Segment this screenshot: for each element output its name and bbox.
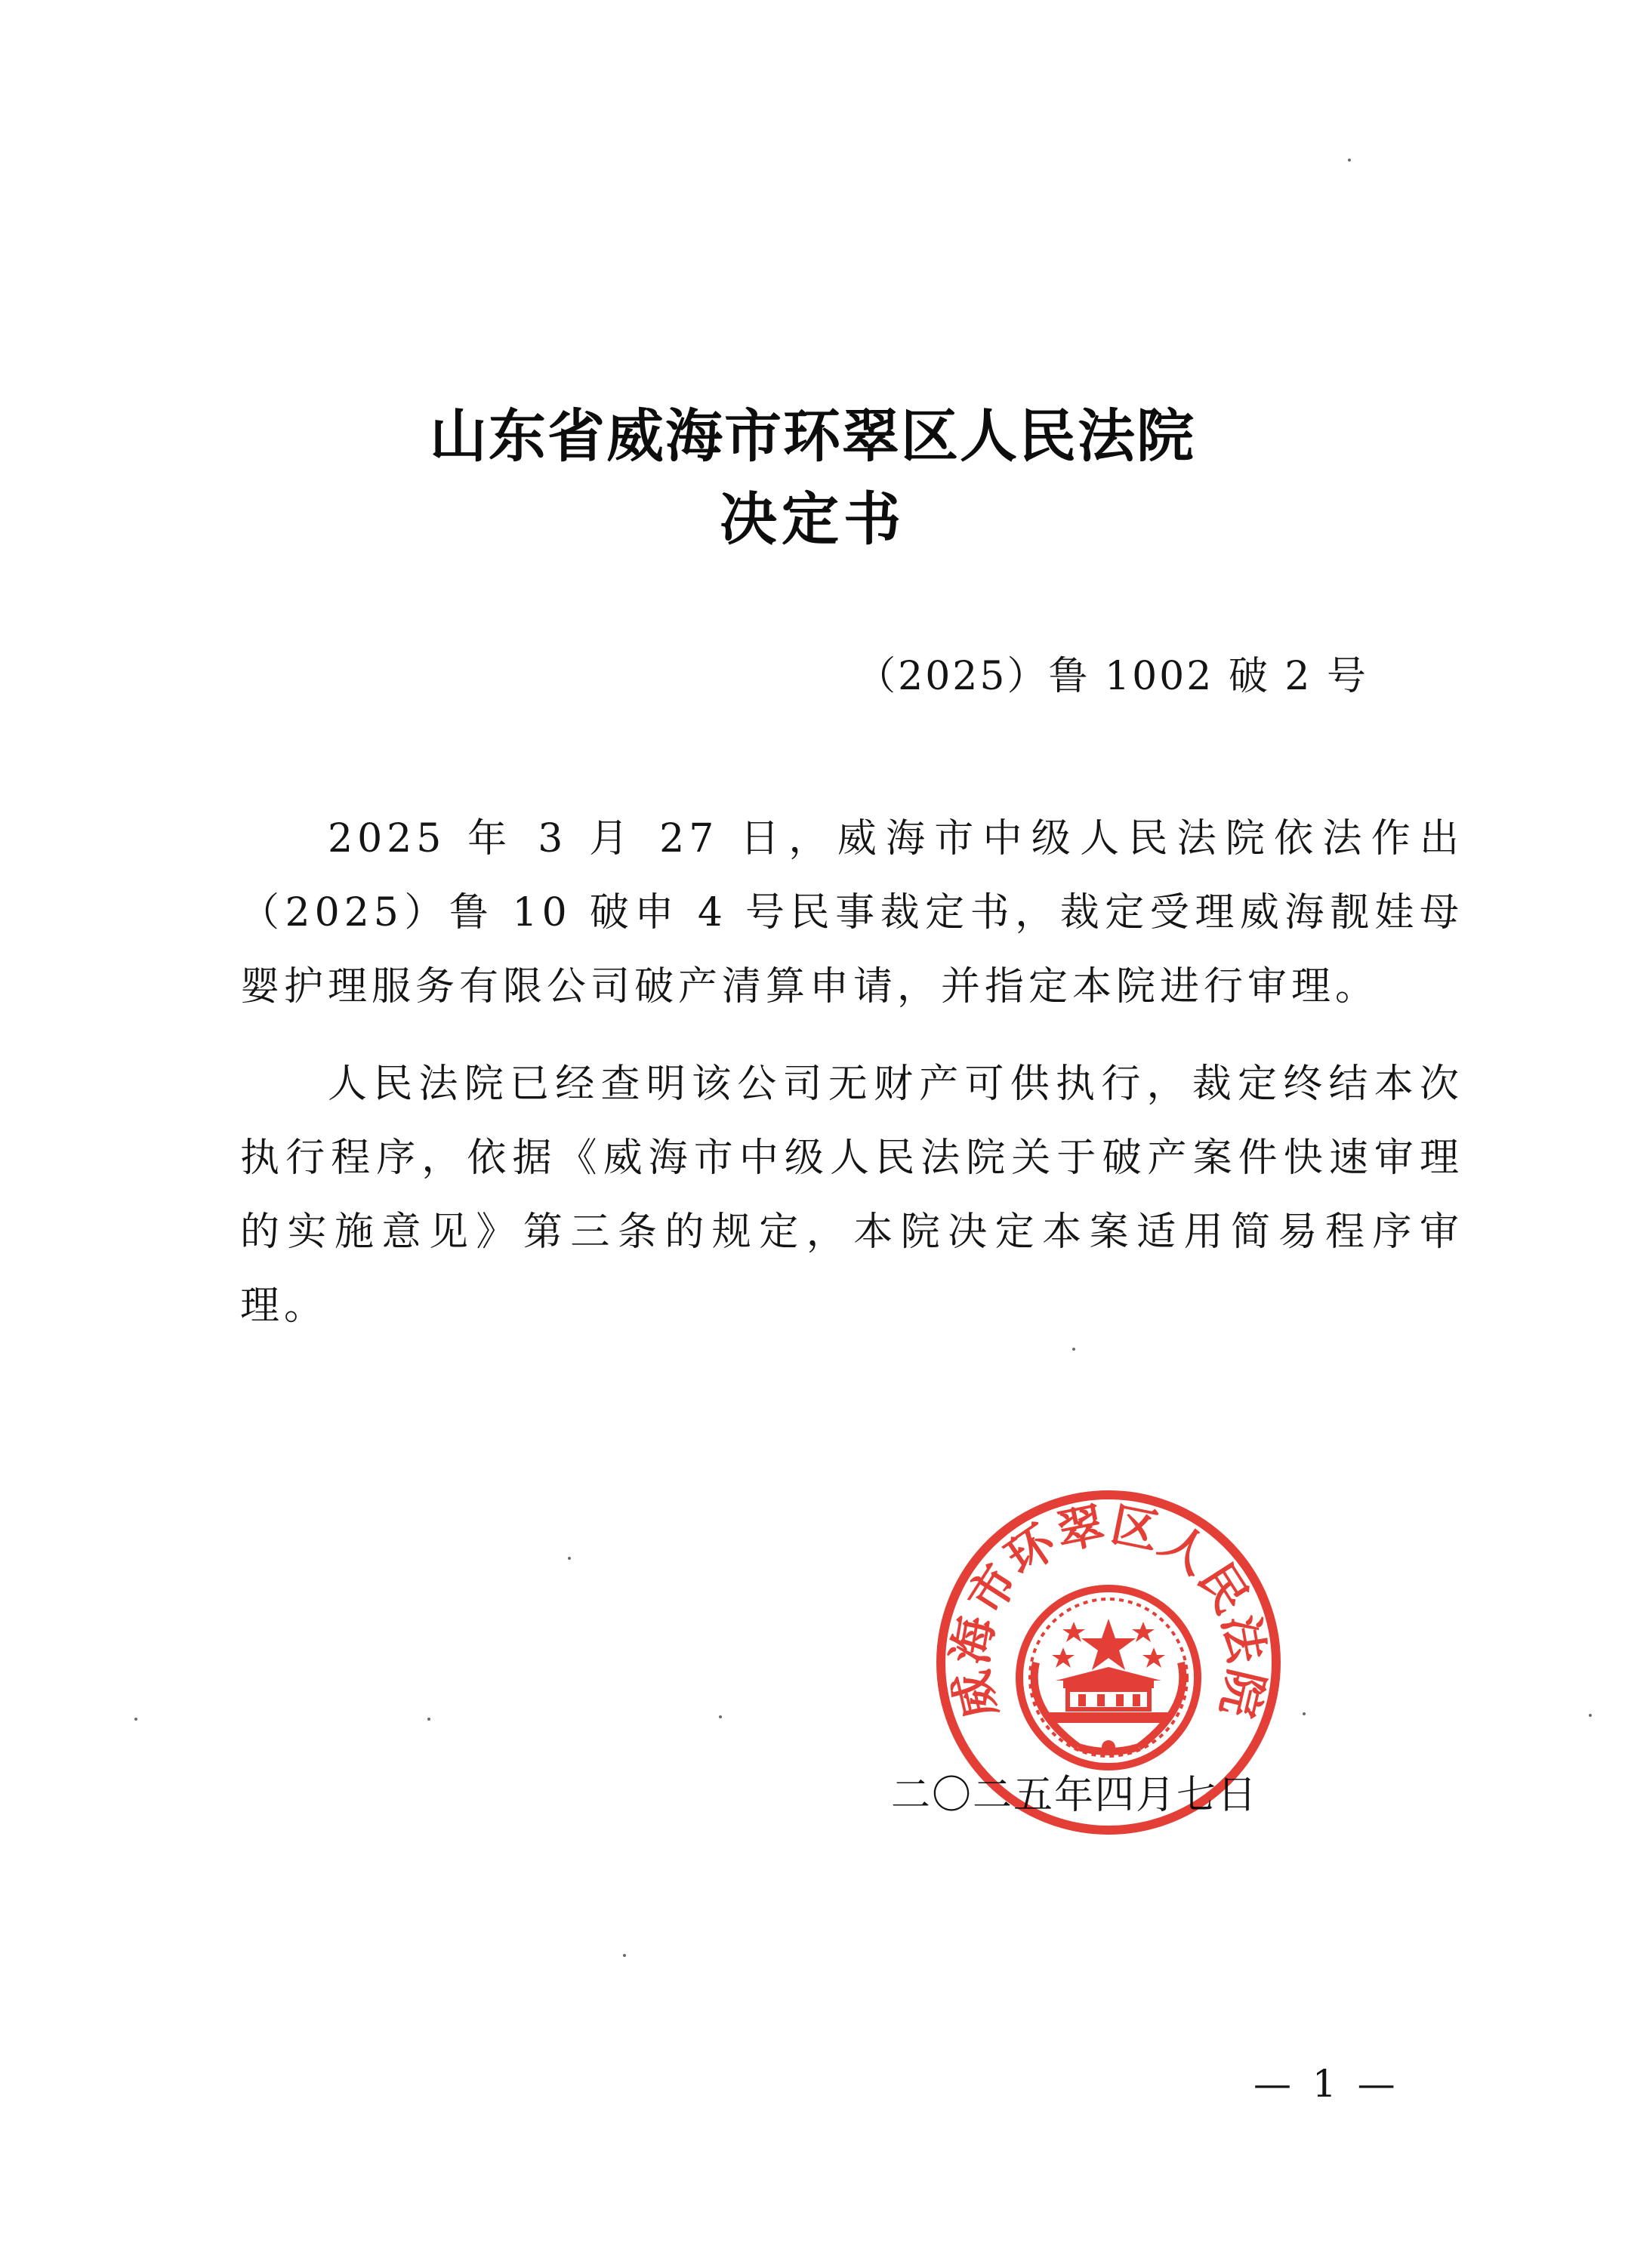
scan-speck	[1303, 1712, 1306, 1715]
court-seal-icon	[935, 1489, 1282, 1836]
scan-speck	[719, 1715, 722, 1718]
paragraph-acceptance: 2025 年 3 月 27 日，威海市中级人民法院依法作出（2025）鲁 10 破申 4 号民事裁定书，裁定受理威海靓娃母婴护理服务有限公司破产清算申请，并指定本院进行审理。	[240, 816, 1463, 1009]
document-type-title: 决定书	[720, 485, 905, 553]
scan-speck	[1348, 159, 1351, 162]
case-number: （2025）鲁 1002 破 2 号	[856, 654, 1368, 699]
paragraph-decision: 人民法院已经查明该公司无财产可供执行，裁定终结本次执行程序，依据《威海市中级人民法院关于破产案件快速审理的实施意见》第三条的规定，本院决定本案适用简易程序审理。	[240, 1062, 1463, 1329]
court-name-title: 山东省威海市环翠区人民法院	[430, 402, 1195, 470]
page-number: — 1 —	[1253, 2062, 1400, 2106]
scan-speck	[134, 1718, 137, 1721]
scan-speck	[1589, 1714, 1592, 1717]
scan-speck	[623, 1954, 626, 1957]
scan-speck	[568, 1557, 571, 1560]
decision-date: 二〇二五年四月七日	[891, 1773, 1259, 1818]
scan-speck	[1072, 1348, 1075, 1351]
svg-text:威海市环翠区人民法院: 威海市环翠区人民法院	[942, 1496, 1275, 1724]
scan-speck	[427, 1718, 430, 1721]
